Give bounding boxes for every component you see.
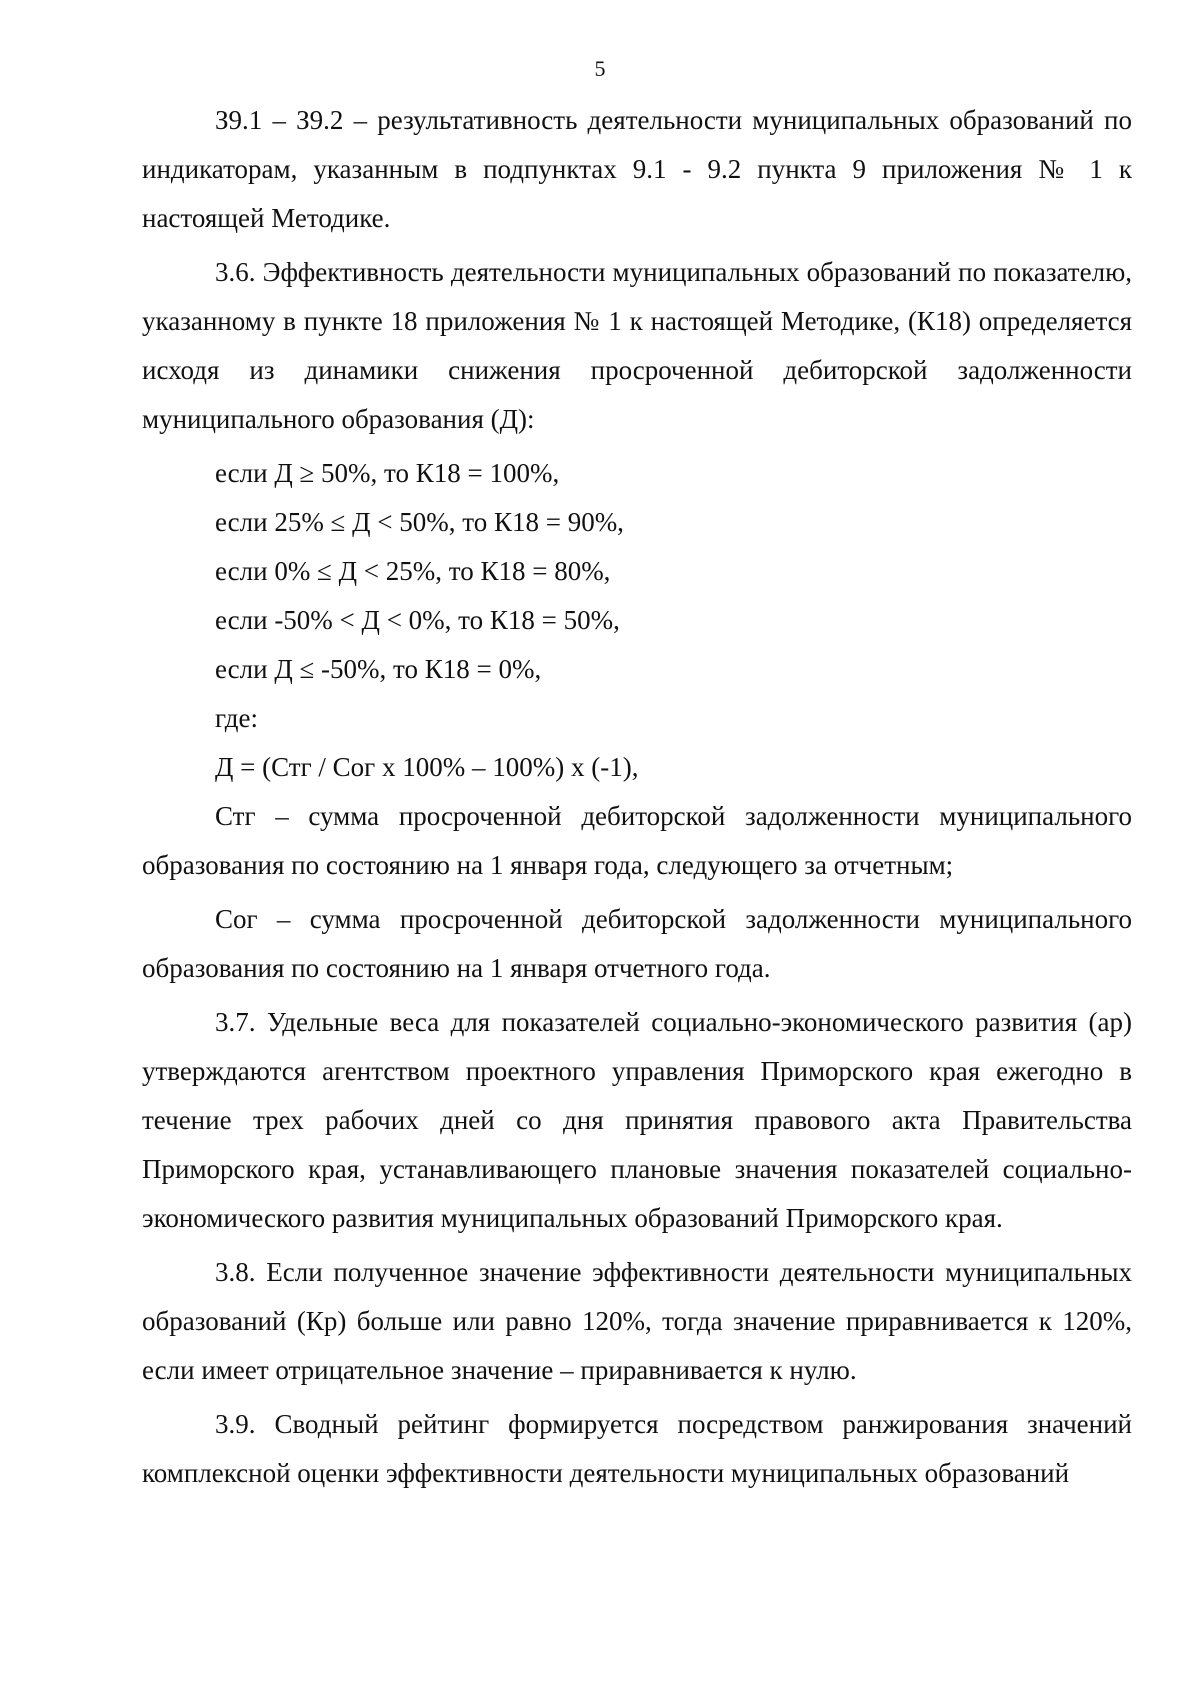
condition-line-4: если -50% < Д < 0%, то К18 = 50%, [215, 605, 620, 635]
paragraph-indicators-definition: З9.1 – З9.2 – результативность деятельности муниципальных образований по индикаторам, указанным в подпунктах 9.1 - 9.2 пункта 9 приложения № 1 к настоящей Методике. [142, 105, 1132, 233]
where-label: где: [215, 703, 258, 733]
condition-line-5: если Д ≤ -50%, то К18 = 0%, [215, 654, 542, 684]
paragraph-3-6: 3.6. Эффективность деятельности муниципальных образований по показателю, указанному в пункте 18 приложения № 1 к настоящей Методике, (К18) определяется исходя из динамики снижения просроченной дебиторской задолженности муниципального образования (Д): [142, 257, 1132, 434]
paragraph-3-9: 3.9. Сводный рейтинг формируется посредством ранжирования значений комплексной оценки эффективности деятельности муниципальных образований [142, 1409, 1132, 1488]
paragraph-sog-definition: Сог – сумма просроченной дебиторской задолженности муниципального образования по состоянию на 1 января отчетного года. [142, 904, 1132, 983]
paragraph-stg-definition: Стг – сумма просроченной дебиторской задолженности муниципального образования по состоянию на 1 января года, следующего за отчетным; [142, 801, 1132, 880]
condition-line-2: если 25% ≤ Д < 50%, то К18 = 90%, [215, 507, 624, 537]
page-number: 5 [594, 56, 606, 81]
paragraph-3-7: 3.7. Удельные веса для показателей социально-экономического развития (ар) утверждаются агентством проектного управления Приморского края ежегодно в течение трех рабочих дней со дня принятия правового акта Правительства Приморского края, устанавливающего плановые значения показателей социально-экономического развития муниципальных образований Приморского края. [142, 1007, 1132, 1233]
condition-line-3: если 0% ≤ Д < 25%, то К18 = 80%, [215, 556, 611, 586]
condition-line-1: если Д ≥ 50%, то К18 = 100%, [215, 458, 560, 488]
formula-line: Д = (Стг / Сог х 100% – 100%) х (-1), [215, 752, 639, 782]
paragraph-3-8: 3.8. Если полученное значение эффективности деятельности муниципальных образований (Кр) больше или равно 120%, тогда значение приравнивается к 120%, если имеет отрицательное значение – приравнивается к нулю. [142, 1257, 1132, 1385]
document-body [142, 96, 1132, 1503]
